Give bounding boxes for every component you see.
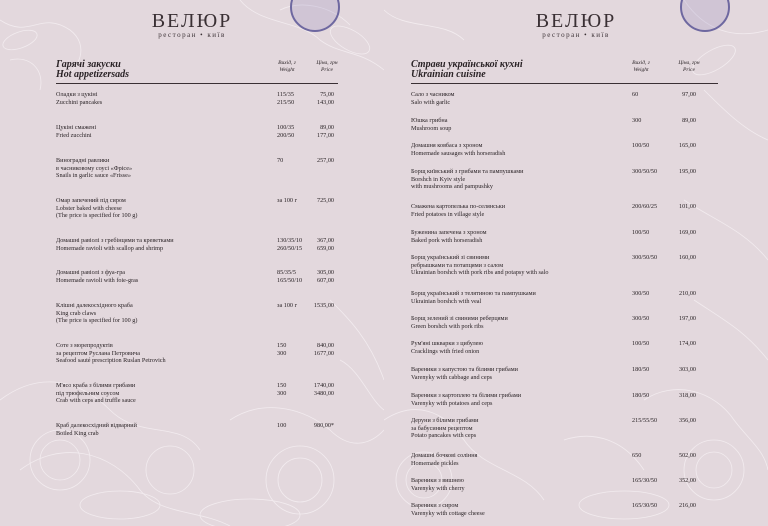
menu-item-price: 257,00 [316,157,334,164]
menu-item-weight: 150 300 [277,342,287,357]
section-title-ua: Страви української кухні [411,59,523,70]
menu-item-price: 97,00 [682,91,696,98]
menu-item-line: Varenyky with cottage cheese [411,509,485,517]
menu-item-weight: 180/50 [632,392,650,399]
menu-page-ukrainian-cuisine [384,0,768,526]
brand-name: ВЕЛЮР [535,10,617,32]
menu-item-price: 980,00* [313,422,334,429]
menu-item-line: Boiled King crab [56,429,99,437]
menu-item-weight: 300/50/50 [632,254,658,261]
menu-item-line: King crab claws [56,309,97,317]
menu-item-price: 195,00 [678,168,696,175]
menu-item-line: Snails in garlic sauce «Frisse» [56,172,131,180]
menu-item-line: Домашні равіолі з фуа-гра [56,269,126,276]
menu-item-price: 89,00 [682,117,696,124]
menu-item-line: Цукіні смажені [56,124,97,131]
menu-item-weight: 300/50 [632,290,650,297]
menu-item-line: Homemade pickles [411,459,459,467]
menu-item-line: Борщ український зі свиними [411,254,490,261]
menu-item-line: Домашні равіолі з гребінцями та креветками [56,237,174,244]
menu-item-line: під трюфельним соусом [56,389,120,397]
menu-item-line: Ukrainian borshch with pork ribs and potapsy with salo [411,269,549,277]
menu-item-line: Деруни з білими грибами [411,417,479,424]
menu-item-line: Fried zucchini [56,131,92,139]
menu-item [411,366,621,381]
menu-item-line: Буженина запечена з хроном [411,229,487,236]
menu-item-line: Crab with ceps and truffle sauce [56,397,136,405]
menu-item [56,342,226,365]
menu-item-line: Вареники з сиром [411,502,459,509]
menu-item [411,254,621,277]
menu-item-price: 367,00 659,00 [316,237,334,252]
menu-item-price: 303,00 [678,366,696,373]
menu-item-weight: 100/50 [632,229,650,236]
menu-item-weight: 300/50/50 [632,168,658,175]
menu-item-weight: 300/50 [632,315,650,322]
menu-item-price: 305,00 607,00 [316,269,334,284]
menu-item-weight: 180/50 [632,366,650,373]
menu-item [411,168,621,191]
menu-item-price: 356,00 [678,417,696,424]
menu-item-line: Homemade ravioli with scallop and shrimp [56,244,164,252]
menu-item-weight: 100/35 200/50 [277,124,295,139]
menu-item-price: 75,00 143,00 [316,91,334,106]
section-title-ua: Гарячі закуски [56,59,121,70]
menu-item-line: with mushrooms and pampushky [411,183,493,191]
menu-item-weight: 300 [632,117,642,124]
menu-item-line: Mushroom soup [411,124,452,132]
menu-item [56,422,226,437]
menu-item-line: Varenyky with potatoes and ceps [411,399,493,407]
menu-item-price: 174,00 [678,340,696,347]
menu-item-line: Varenyky with cherry [411,484,465,492]
section-title [56,60,129,80]
header-divider [56,83,338,84]
menu-item-line: Оладки з цукіні [56,91,98,98]
menu-item-line: Виноградні равлики [56,157,110,164]
menu-item [411,452,621,467]
menu-item [56,237,226,252]
menu-item [411,91,621,106]
menu-item [56,157,226,180]
menu-item-line: Homemade sausages with horseradish [411,149,506,157]
section-title-en: Ukrainian cuisine [411,69,486,80]
menu-item [56,269,226,284]
menu-item-price: 197,00 [678,315,696,322]
menu-item-price: 210,00 [678,290,696,297]
menu-item [56,197,226,220]
menu-item-price: 101,00 [678,203,696,210]
menu-item-weight: за 100 г [277,197,298,204]
menu-item [411,203,621,218]
menu-item-line: за рецептом Руслана Петровича [56,349,140,357]
section-title [411,60,523,80]
section-title-en: Hot appetizersads [56,69,130,80]
menu-item-weight: 165/30/50 [632,502,658,509]
menu-item-line: Соте з морепродуктів [56,342,113,349]
menu-item-line: Potato pancakes with ceps [411,432,477,440]
menu-item-price: 89,00 177,00 [316,124,334,139]
menu-item-line: (The price is specified for 100 g) [56,317,138,325]
menu-item-line: Вареники з картоплею та білими грибами [411,392,522,399]
menu-item [411,392,621,407]
menu-item-weight: 85/35/5 165/50/10 [277,269,303,284]
menu-item [411,229,621,244]
menu-item-line: (The price is specified for 100 g) [56,212,138,220]
menu-item-weight: 100/50 [632,142,650,149]
menu-item-line: Lobster baked with cheese [56,204,122,212]
menu-item-price: 169,00 [678,229,696,236]
header-divider [411,83,718,84]
menu-item-weight: 165/30/50 [632,477,658,484]
menu-item-weight: 100/50 [632,340,650,347]
menu-item-price: 216,00 [678,502,696,509]
menu-item-price: 160,00 [678,254,696,261]
menu-item-line: ребрышками та потапцями з салом [411,261,504,269]
menu-item-line: Cracklings with fried onion [411,347,480,355]
menu-item-line: Вареники з капустою та білими грибами [411,366,518,373]
menu-item-price: 1535,00 [313,302,334,309]
menu-item-line: Fried potatoes in village style [411,210,485,218]
menu-item-price: 840,00 1677,00 [313,342,334,357]
brand-tagline: ресторан • київ [542,31,610,39]
menu-item-line: Борщ український з телятиною та пампушками [411,290,536,297]
menu-item-weight: 70 [277,157,284,164]
menu-item-line: Юшка грибна [411,117,448,124]
menu-item [411,417,621,440]
menu-item-line: Смажена картопелька по-селянськи [411,203,506,210]
menu-item-line: Сало з часником [411,91,455,98]
brand-name: ВЕЛЮР [151,10,233,32]
menu-item-line: Ukrainian borshch with veal [411,297,482,305]
menu-item-line: Zucchini pancakes [56,98,103,106]
menu-item-line: Вареники з вишнею [411,477,464,484]
menu-item-weight: 60 [632,91,639,98]
menu-item [56,91,226,106]
menu-item-weight: 215/55/50 [632,417,658,424]
menu-item-price: 318,00 [678,392,696,399]
menu-item [411,477,621,492]
menu-item [56,302,226,325]
weight-column-header: Вихід, г Weight [278,60,296,73]
menu-item-line: Salo with garlic [411,98,451,106]
menu-item-weight: 115/35 215/50 [277,91,295,106]
menu-item-line: Краб далекосхідний відварний [56,422,137,429]
menu-item-weight: 650 [632,452,642,459]
menu-item-weight: за 100 г [277,302,298,309]
menu-item-line: Homemade ravioli with foie-gras [56,276,139,284]
menu-item-line: Клішні далекосхідного краба [56,302,133,309]
brand-tagline: ресторан • київ [158,31,226,39]
menu-item-line: Baked pork with horseradish [411,236,483,244]
price-column-header: Ціна, грн Price [316,60,338,73]
menu-item-line: Борщ київський з грибами та пампушками [411,168,524,175]
menu-item-weight: 200/60/25 [632,203,658,210]
price-column-header: Ціна, грн Price [678,60,700,73]
menu-item-line: Borshch in Kyiv style [411,175,466,183]
menu-item-line: М'ясо краба з білими грибами [56,382,136,389]
menu-item-price: 352,00 [678,477,696,484]
menu-item-line: Борщ зелений зі свиними реберцями [411,315,508,322]
menu-item [411,502,621,517]
menu-item-line: Омар запечений під сиром [56,197,126,204]
menu-item-line: Green borshch with pork ribs [411,322,484,330]
menu-item-line: Seafood sauté prescription Ruslan Petrovich [56,357,166,365]
menu-item-price: 502,00 [678,452,696,459]
menu-item [411,315,621,330]
menu-item-line: за бабусиним рецептом [411,424,473,432]
menu-item-price: 725,00 [316,197,334,204]
menu-item-weight: 130/35/10 260/50/15 [277,237,303,252]
weight-column-header: Вихід, г Weight [632,60,650,73]
menu-item [56,124,226,139]
menu-item-weight: 150 300 [277,382,287,397]
menu-item-price: 165,00 [678,142,696,149]
menu-item-line: Домашні бочкові соління [411,452,478,459]
menu-item [411,117,621,132]
menu-item [411,290,621,305]
menu-item [411,340,621,355]
menu-item [56,382,226,405]
menu-item-line: Varenyky with cabbage and ceps [411,373,493,381]
menu-item [411,142,621,157]
menu-item-weight: 100 [277,422,287,429]
menu-item-line: в часниковому соусі «Фрісе» [56,164,133,172]
menu-item-price: 1740,00 3480,00 [313,382,334,397]
menu-item-line: Рум'яні шкварки з цибулею [411,340,484,347]
menu-item-line: Домашня ковбаса з хроном [411,142,483,149]
